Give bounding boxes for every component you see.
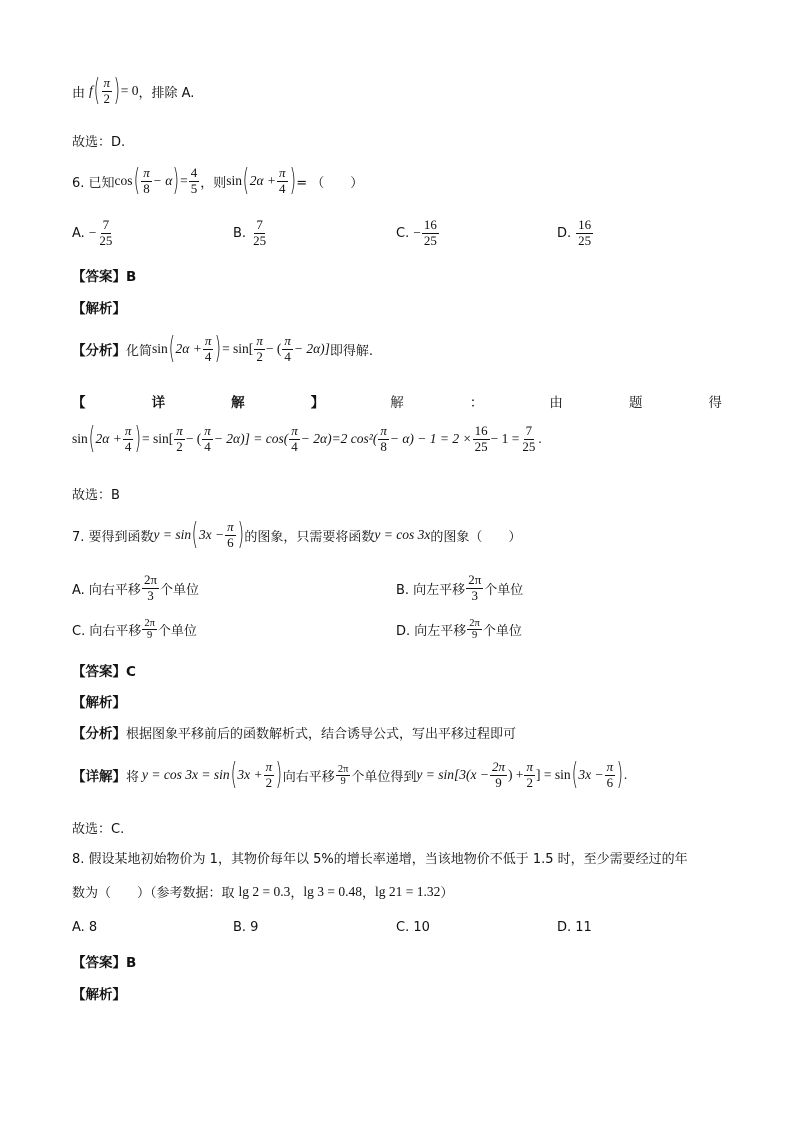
fraction: [282, 334, 293, 365]
den: 25: [474, 438, 488, 454]
num: π: [380, 423, 387, 438]
text: 由: [72, 85, 86, 101]
text: 将: [126, 769, 140, 785]
fraction: [123, 424, 134, 455]
question-8-line-2: [72, 882, 453, 901]
q8-option-c: C. 10: [396, 920, 430, 935]
den: 4: [204, 348, 212, 364]
math: lg 2 = 0.3: [238, 883, 291, 899]
fraction: [467, 618, 482, 641]
q6-option-a: [72, 218, 115, 249]
num: 2π: [143, 572, 158, 587]
math: 3x −: [578, 767, 604, 783]
text: 即得解.: [329, 343, 374, 359]
paren-right: ): [237, 517, 244, 553]
den: 25: [253, 232, 267, 248]
sign: −: [413, 225, 421, 241]
paren-right: ): [289, 163, 296, 199]
fraction: [142, 618, 157, 641]
math: 3x +: [237, 767, 263, 783]
den: 9: [471, 630, 478, 642]
math: = sin[: [222, 341, 254, 357]
tag: 【分析】: [72, 726, 126, 742]
fraction: [422, 218, 439, 249]
num: π: [103, 75, 111, 90]
den: 25: [522, 438, 536, 454]
num: 16: [474, 423, 488, 438]
math: = sin[: [142, 431, 174, 447]
math: .: [538, 431, 542, 447]
num: π: [526, 759, 533, 774]
paren-left: (: [168, 331, 175, 367]
fraction: [142, 573, 159, 604]
q7-analysis-heading: 【解析】: [72, 695, 126, 711]
question-7: [72, 517, 522, 553]
text: 个单位: [160, 582, 200, 598]
option-label: A. 向右平移: [72, 582, 141, 598]
q8-analysis-heading: 【解析】: [72, 987, 126, 1003]
paren-left: (: [571, 757, 578, 793]
tag: 【详解】: [72, 769, 126, 786]
den: 3: [147, 587, 154, 603]
den: 2: [103, 90, 110, 106]
char: ：: [469, 395, 484, 411]
fraction: [524, 760, 535, 791]
den: 4: [291, 438, 298, 454]
num: 4: [190, 165, 198, 180]
math: .: [623, 767, 628, 783]
text: 化简: [126, 343, 153, 359]
q6-option-d: [557, 218, 594, 249]
num: π: [256, 333, 263, 348]
q8-answer: 【答案】B: [72, 955, 137, 971]
fraction: [202, 424, 213, 455]
num: π: [284, 333, 291, 348]
math: 2α +: [175, 341, 202, 357]
q6-analysis-heading: 【解析】: [72, 301, 126, 317]
num: π: [204, 333, 212, 348]
num: 7: [525, 423, 533, 438]
num: 2π: [468, 572, 482, 587]
den: 4: [284, 348, 291, 364]
paren-left: (: [93, 73, 100, 109]
question-8-line-1: 8. 假设某地初始物价为 1，其物价每年以 5%的增长率递增，当该地物价不低于 1.5 时，至少需要经过的年: [72, 852, 688, 867]
den: 3: [471, 587, 478, 603]
q6-choose: 故选：B: [72, 488, 120, 503]
option-label: B.: [233, 225, 247, 241]
fraction: [203, 334, 214, 365]
num: π: [265, 759, 273, 774]
text: 数为（ ）（参考数据：取: [72, 886, 235, 901]
num: 7: [102, 217, 110, 232]
math-f: f: [89, 83, 93, 99]
fraction: [336, 764, 351, 787]
num: π: [143, 165, 150, 180]
den: 8: [380, 438, 387, 454]
q7-option-a: [72, 573, 199, 604]
fraction: [466, 573, 483, 604]
num: π: [204, 423, 211, 438]
den: 4: [279, 180, 286, 196]
text: ，排除 A.: [138, 85, 195, 101]
paren-right: ): [214, 331, 222, 367]
paren-left: (: [133, 163, 140, 199]
den: 2: [526, 774, 533, 790]
math: − 2α)]: [293, 341, 330, 357]
den: 6: [606, 774, 614, 790]
math: ] = sin: [536, 767, 571, 783]
den: 9: [340, 775, 346, 787]
num: π: [227, 519, 234, 534]
math: − (: [265, 341, 282, 357]
separator: ，: [290, 886, 304, 901]
option-label: D. 向左平移: [396, 624, 467, 640]
paren-right: ): [275, 757, 283, 793]
math-sin: sin: [72, 431, 88, 447]
den: 9: [147, 630, 153, 642]
q7-option-c: [72, 618, 197, 641]
math: lg 3 = 0.48: [303, 883, 363, 899]
char: 由: [549, 395, 563, 411]
math: − α: [152, 173, 173, 189]
text: 的图象，只需要将函数: [244, 529, 375, 545]
paren-right: ): [113, 73, 121, 109]
den: 6: [227, 534, 234, 550]
math-sin: sin: [226, 173, 242, 189]
q6-fenxi: [72, 331, 374, 367]
sign: −: [88, 225, 97, 241]
option-label: C.: [396, 225, 410, 241]
option-label: D.: [557, 225, 572, 241]
den: 25: [578, 232, 592, 248]
den: 2: [256, 348, 263, 364]
paren-left: (: [230, 757, 237, 793]
fraction: [264, 760, 275, 791]
q7-option-d: [396, 618, 522, 641]
q8-option-a: A. 8: [72, 920, 98, 935]
den: 9: [495, 774, 502, 790]
text: 个单位得到: [351, 769, 417, 785]
q6-answer: 【答案】B: [72, 269, 137, 285]
fraction: [254, 334, 265, 365]
option-label: C. 向右平移: [72, 624, 142, 640]
char: 【: [72, 395, 86, 411]
den: 25: [99, 232, 113, 248]
text: ）: [440, 886, 454, 901]
text: 6. 已知: [72, 175, 115, 191]
num: π: [124, 423, 132, 438]
math: ) +: [508, 767, 524, 783]
math: y = sin: [153, 527, 192, 543]
math: =: [180, 173, 188, 189]
q6-option-b: [233, 218, 269, 249]
text: 个单位: [484, 582, 524, 598]
fraction: [225, 520, 236, 551]
den: 4: [124, 438, 132, 454]
fraction: [251, 218, 268, 249]
text: 个单位: [157, 624, 197, 640]
fraction: [576, 218, 593, 249]
math: − 2α)=2 cos²(: [300, 431, 378, 447]
char: 】: [310, 395, 325, 411]
separator: ，: [362, 886, 376, 901]
text: 个单位: [482, 624, 522, 640]
math: − α) − 1 = 2 ×: [389, 431, 472, 447]
fraction: [174, 424, 185, 455]
char: 得: [708, 395, 722, 411]
den: 5: [190, 180, 198, 196]
text: 的图象（ ）: [430, 529, 522, 545]
math: lg 21 = 1.32: [375, 883, 441, 899]
text: = （ ）: [296, 175, 364, 191]
option-label: B. 向左平移: [396, 582, 466, 598]
fraction: [141, 166, 152, 197]
math-sin: sin: [152, 341, 168, 357]
math: − 1 =: [490, 431, 520, 447]
paren-left: (: [88, 421, 95, 457]
q7-answer: 【答案】C: [72, 664, 136, 680]
fraction: [102, 76, 113, 107]
math: 3x −: [198, 527, 225, 543]
text: ，则: [200, 175, 227, 191]
char: 解: [390, 395, 404, 411]
num: π: [176, 423, 183, 438]
q7-detail: [72, 757, 628, 793]
num: 2π: [469, 618, 480, 629]
char: 题: [628, 395, 643, 411]
num: 2π: [491, 759, 505, 774]
q7-choose: 故选：C.: [72, 822, 125, 837]
fraction: [473, 424, 490, 455]
q8-option-d: D. 11: [557, 920, 592, 935]
choose-d: 故选：D.: [72, 135, 126, 150]
math: − 2α)] = cos(: [213, 431, 289, 447]
question-6: [72, 163, 364, 199]
math-eq: = 0: [120, 83, 139, 99]
math: y = cos 3x: [374, 527, 431, 543]
option-label: A.: [72, 225, 85, 241]
math: 2α +: [95, 431, 122, 447]
q8-option-b: B. 9: [233, 920, 259, 935]
tag: 【分析】: [72, 343, 126, 360]
paren-right: ): [172, 163, 180, 199]
q6-detail-header: [72, 391, 722, 411]
text: 根据图象平移前后的函数解析式，结合诱导公式，写出平移过程即可: [126, 726, 517, 742]
paren-left: (: [242, 163, 250, 199]
math: y = cos 3x = sin: [142, 767, 230, 783]
paren-right: ): [616, 757, 624, 793]
text: 向右平移: [282, 769, 335, 785]
char: 解: [231, 395, 245, 411]
num: 7: [256, 217, 263, 232]
line-exclude-a: [72, 73, 195, 109]
fraction: [289, 424, 300, 455]
math: − (: [185, 431, 202, 447]
fraction: [520, 424, 537, 455]
num: π: [291, 423, 298, 438]
paren-left: (: [191, 517, 199, 553]
char: 详: [151, 395, 166, 411]
fraction: [189, 166, 200, 197]
den: 25: [423, 232, 437, 248]
den: 2: [265, 774, 273, 790]
paren-right: ): [134, 421, 142, 457]
math: 2α +: [249, 173, 277, 189]
fraction: [605, 760, 616, 791]
fraction: [277, 166, 288, 197]
q7-fenxi: [72, 722, 516, 742]
fraction: [378, 424, 389, 455]
fraction: [490, 760, 507, 791]
math: y = sin[3(x −: [416, 767, 489, 783]
den: 8: [143, 180, 150, 196]
den: 4: [204, 438, 211, 454]
q6-detail-formula: [72, 421, 542, 457]
num: 16: [423, 217, 437, 232]
den: 2: [176, 438, 183, 454]
num: 16: [578, 217, 592, 232]
text: 7. 要得到函数: [72, 529, 154, 545]
math-cos: cos: [114, 173, 133, 189]
num: 2π: [337, 763, 349, 775]
num: π: [279, 165, 286, 180]
num: π: [606, 759, 614, 774]
q7-option-b: [396, 573, 523, 604]
num: 2π: [144, 618, 155, 629]
q6-option-c: [396, 218, 440, 249]
fraction: [97, 218, 114, 249]
